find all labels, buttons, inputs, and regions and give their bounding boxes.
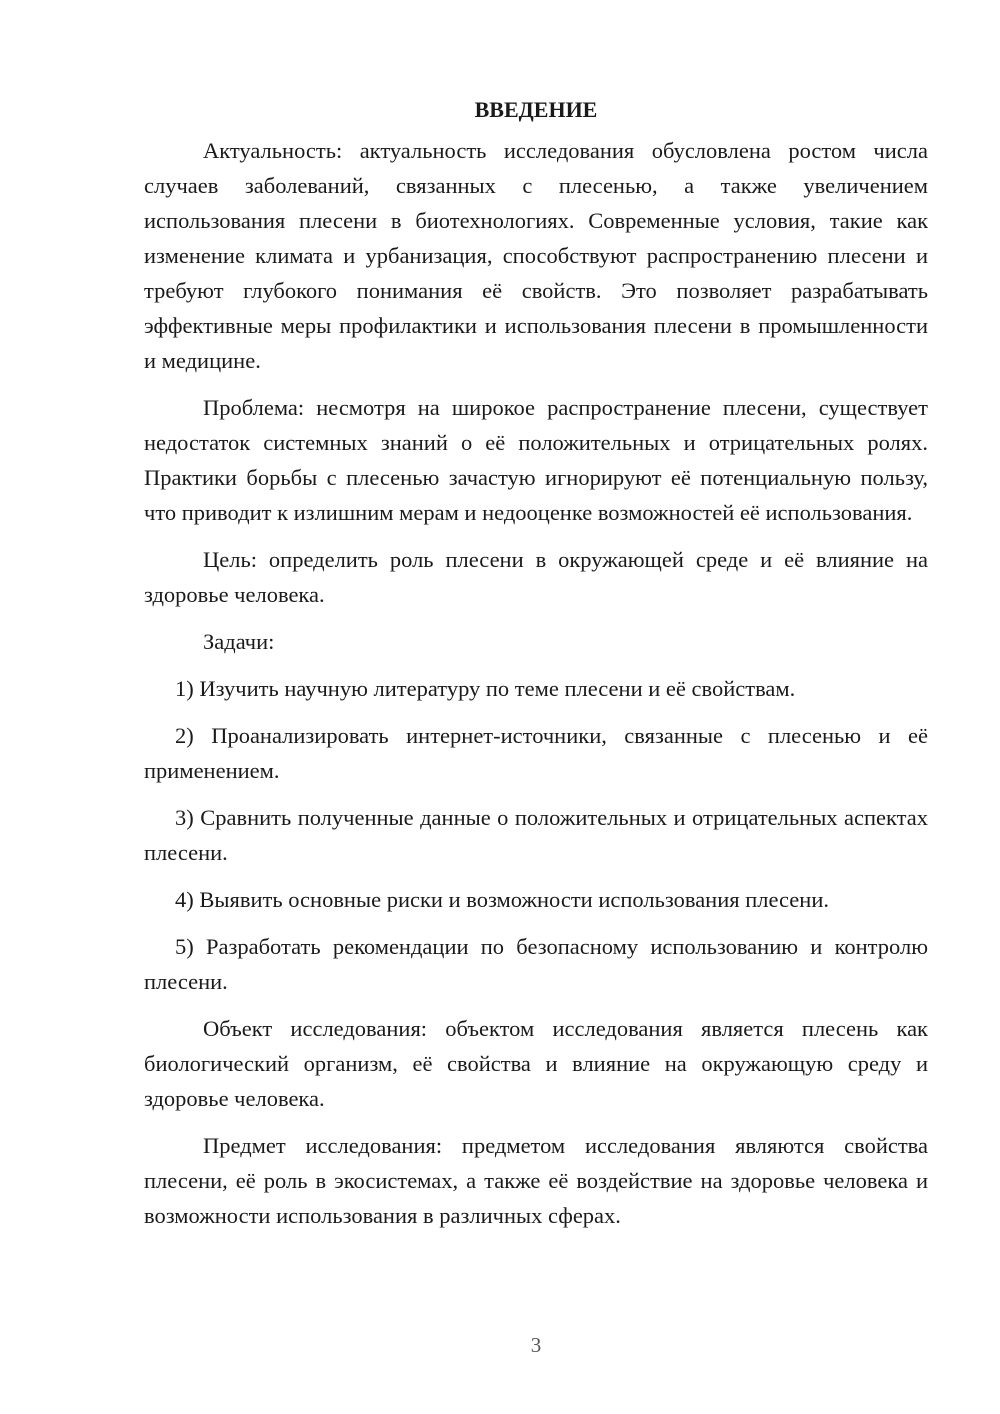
goal-paragraph: Цель: определить роль плесени в окружающей среде и её влияние на здоровье человека. [144, 547, 928, 607]
task-item-5: 5) Разработать рекомендации по безопасному использованию и контролю плесени. [144, 934, 928, 994]
relevance-paragraph: Актуальность: актуальность исследования обусловлена ростом числа случаев заболеваний, связанных с плесенью, а также увеличением использования плесени в биотехнологиях. Современные условия, такие как изменение климата и урбанизация, способствуют распространению плесени и требуют глубокого понимания её свойств. Это позволяет разрабатывать эффективные меры профилактики и использования плесени в промышленности и медицине. [144, 138, 928, 373]
task-item-4: 4) Выявить основные риски и возможности использования плесени. [175, 887, 830, 912]
tasks-heading: Задачи: [203, 629, 275, 654]
task-item-2: 2) Проанализировать интернет-источники, связанные с плесенью и её применением. [144, 723, 928, 783]
task-item-1: 1) Изучить научную литературу по теме плесени и её свойствам. [175, 676, 796, 701]
page-number: 3 [530, 1333, 542, 1357]
object-paragraph: Объект исследования: объектом исследования является плесень как биологический организм, её свойства и влияние на окружающую среду и здоровье человека. [144, 1016, 928, 1111]
problem-paragraph: Проблема: несмотря на широкое распространение плесени, существует недостаток системных знаний о её положительных и отрицательных ролях. Практики борьбы с плесенью зачастую игнорируют её потенциальную пользу, что приводит к излишним мерам и недооценке возможностей её использования. [144, 395, 928, 525]
task-item-3: 3) Сравнить полученные данные о положительных и отрицательных аспектах плесени. [144, 805, 928, 865]
document-body [144, 92, 928, 1245]
subject-paragraph: Предмет исследования: предметом исследования являются свойства плесени, её роль в экосистемах, а также её воздействие на здоровье человека и возможности использования в различных сферах. [144, 1133, 928, 1228]
section-heading: ВВЕДЕНИЕ [474, 97, 598, 122]
